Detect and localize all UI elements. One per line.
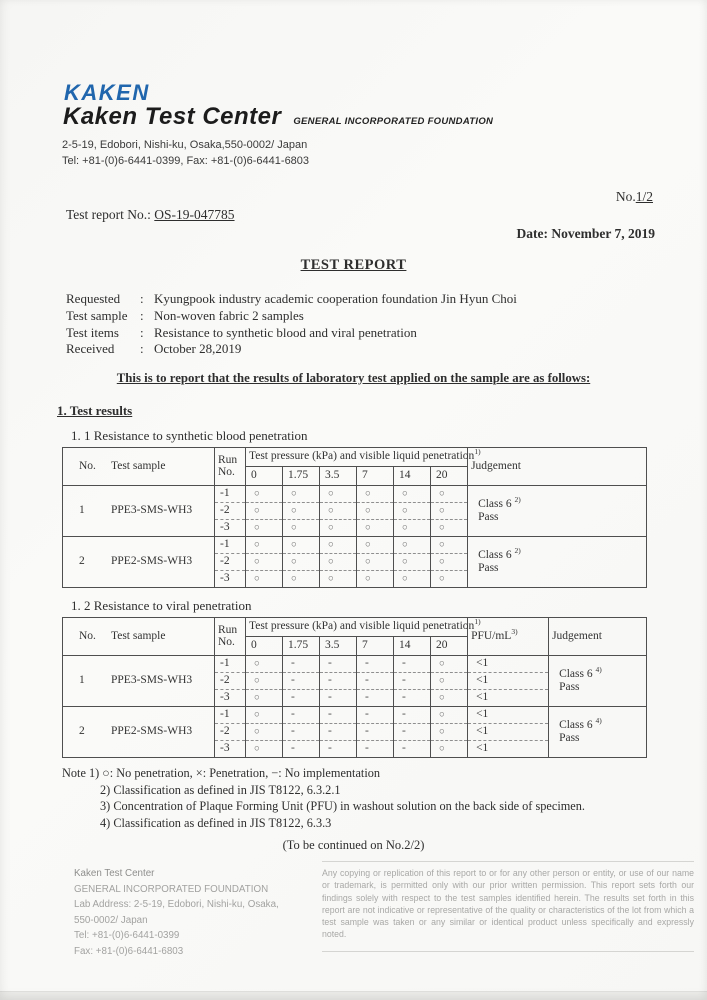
- header-pressure-text: Test pressure (kPa) and visible liquid penetration: [249, 450, 475, 463]
- info-value: Non-woven fabric 2 samples: [154, 307, 304, 323]
- org-name: Kaken Test Center: [63, 103, 282, 130]
- header-sample: Test sample: [111, 459, 166, 472]
- result-cell: ○: [431, 571, 468, 588]
- result-cell: ○: [394, 554, 431, 571]
- result-cell: ○: [246, 554, 283, 571]
- info-colon: :: [140, 324, 144, 340]
- pfu-cell: <1: [468, 690, 549, 707]
- result-cell: ○: [394, 571, 431, 588]
- sample-group: [63, 707, 647, 758]
- header-no: No.: [79, 459, 96, 472]
- header-pressure-value: 14: [394, 467, 431, 486]
- footer-tel: Tel: +81-(0)6-6441-0399: [74, 930, 180, 941]
- viral-penetration-table-wrap: [62, 617, 647, 758]
- result-cell: -: [283, 741, 320, 758]
- result-cell: -: [394, 741, 431, 758]
- header-pressure-value: 7: [357, 467, 394, 486]
- result-cell: ○: [357, 486, 394, 503]
- sample-no: 2: [79, 555, 85, 568]
- info-value: Resistance to synthetic blood and viral penetration: [154, 324, 417, 340]
- judgement-class: Class 6: [559, 718, 596, 731]
- org-phone-fax: Tel: +81-(0)6-6441-0399, Fax: +81-(0)6-6441-6803: [62, 155, 310, 167]
- result-cell: -: [394, 690, 431, 707]
- run-no-cell: -2: [215, 554, 246, 571]
- pfu-cell: <1: [468, 656, 549, 673]
- report-statement: This is to report that the results of laboratory test applied on the sample are as follows:: [116, 371, 591, 385]
- table-head: [63, 448, 647, 486]
- header-pressure-value: 0: [246, 467, 283, 486]
- run-no-cell: -2: [215, 724, 246, 741]
- run-no-cell: -1: [215, 707, 246, 724]
- pfu-cell: <1: [468, 673, 549, 690]
- info-row-test-sample: [66, 308, 517, 325]
- judgement-class: Class 6: [559, 667, 596, 680]
- request-info: [66, 291, 517, 358]
- header-no-sample: [63, 618, 215, 656]
- header-pressure-value: 0: [246, 637, 283, 656]
- info-colon: :: [140, 291, 144, 306]
- info-value: Kyungpook industry academic cooperation foundation Jin Hyun Choi: [154, 291, 517, 306]
- judgement-cell: [549, 656, 647, 707]
- table1-caption: 1. 1 Resistance to synthetic blood penetration: [71, 428, 308, 443]
- header-pressure: [246, 617, 481, 637]
- run-row: [63, 707, 647, 724]
- info-row-requested: [66, 291, 517, 308]
- result-cell: ○: [394, 486, 431, 503]
- result-cell: ○: [246, 571, 283, 588]
- result-cell: ○: [431, 707, 468, 724]
- result-cell: -: [394, 707, 431, 724]
- result-cell: ○: [246, 520, 283, 537]
- result-cell: ○: [431, 486, 468, 503]
- footer-org-name: Kaken Test Center: [74, 868, 155, 879]
- header-pfu-footnote-ref: 3): [511, 627, 518, 637]
- run-no-cell: -2: [215, 503, 246, 520]
- sample-no: 1: [79, 674, 85, 687]
- run-no-cell: -1: [215, 656, 246, 673]
- info-label: Test items: [66, 324, 119, 340]
- result-cell: ○: [320, 486, 357, 503]
- result-cell: -: [394, 724, 431, 741]
- header-row: [63, 618, 647, 637]
- result-cell: ○: [357, 537, 394, 554]
- footer-fax: Fax: +81-(0)6-6441-6803: [74, 945, 184, 957]
- report-date: Date: November 7, 2019: [516, 226, 655, 241]
- document-title: TEST REPORT: [300, 257, 407, 273]
- judgement-class-line: [478, 545, 643, 562]
- report-number-label: Test report No.:: [66, 207, 155, 222]
- judgement-class: Class 6: [478, 497, 515, 510]
- result-cell: -: [394, 673, 431, 690]
- judgement-footnote-ref: 2): [514, 545, 521, 555]
- header-pressure-footnote-ref: 1): [474, 447, 481, 457]
- result-cell: ○: [431, 554, 468, 571]
- run-no-cell: -3: [215, 571, 246, 588]
- header-run-no: [215, 448, 246, 486]
- judgement-cell: [549, 707, 647, 758]
- result-cell: ○: [431, 520, 468, 537]
- result-cell: -: [357, 707, 394, 724]
- header-pressure-value: 1.75: [283, 467, 320, 486]
- results-heading: 1. Test results: [57, 403, 133, 418]
- header-no-sample: [63, 448, 215, 486]
- header-pressure-footnote-ref: 1): [474, 617, 481, 627]
- report-number-value: OS-19-047785: [154, 207, 235, 222]
- page-number-label: No.: [615, 189, 636, 204]
- result-cell: ○: [431, 503, 468, 520]
- result-cell: ○: [394, 520, 431, 537]
- page-number-value: 1/2: [635, 189, 653, 204]
- info-row-test-items: [66, 325, 517, 342]
- sample-cell: [63, 486, 215, 537]
- sample-group: [63, 656, 647, 707]
- result-cell: ○: [283, 554, 320, 571]
- page-number: [616, 189, 653, 205]
- result-cell: ○: [394, 503, 431, 520]
- judgement-result: Pass: [478, 511, 499, 523]
- note-line: 3) Concentration of Plaque Forming Unit (PFU) in washout solution on the back side of specimen.: [100, 799, 585, 813]
- result-cell: ○: [431, 537, 468, 554]
- result-cell: ○: [246, 656, 283, 673]
- sample-cell: [63, 537, 215, 588]
- header-run-line2: No.: [218, 465, 235, 478]
- footer-lab-address2: 550-0002/ Japan: [74, 914, 148, 926]
- header-run-line1: Run: [218, 454, 238, 466]
- result-cell: ○: [283, 537, 320, 554]
- judgement-result: Pass: [559, 681, 580, 693]
- result-cell: ○: [394, 537, 431, 554]
- header-pressure-value: 1.75: [283, 637, 320, 656]
- viral-penetration-table: [62, 617, 647, 758]
- sample-name: PPE2-SMS-WH3: [111, 555, 193, 568]
- footer-org-type: GENERAL INCORPORATED FOUNDATION: [74, 883, 269, 895]
- result-cell: ○: [431, 724, 468, 741]
- sample-cell: [63, 707, 215, 758]
- footer-lab-info: [74, 866, 279, 959]
- judgement-class: Class 6: [478, 548, 515, 561]
- info-label: Received: [66, 341, 115, 357]
- result-cell: ○: [431, 656, 468, 673]
- result-cell: -: [283, 656, 320, 673]
- sample-no: 1: [79, 504, 85, 517]
- result-cell: ○: [320, 537, 357, 554]
- run-no-cell: -3: [215, 520, 246, 537]
- result-cell: ○: [357, 571, 394, 588]
- run-no-cell: -3: [215, 690, 246, 707]
- table-head: [63, 618, 647, 656]
- result-cell: ○: [431, 741, 468, 758]
- result-cell: ○: [246, 690, 283, 707]
- header-no: No.: [79, 629, 96, 642]
- result-cell: -: [320, 690, 357, 707]
- header-judgement: Judgement: [468, 448, 647, 486]
- result-cell: -: [283, 690, 320, 707]
- judgement-class-line: [478, 494, 643, 511]
- result-cell: -: [283, 707, 320, 724]
- result-cell: ○: [283, 486, 320, 503]
- judgement-cell: [468, 486, 647, 537]
- result-cell: ○: [320, 520, 357, 537]
- info-value: October 28,2019: [154, 341, 242, 357]
- result-cell: -: [357, 656, 394, 673]
- blood-penetration-table: [62, 447, 647, 588]
- judgement-footnote-ref: 2): [514, 494, 521, 504]
- note-line: 2) Classification as defined in JIS T8122, 6.3.2.1: [100, 782, 341, 797]
- judgement-class-line: [559, 664, 643, 681]
- org-address: 2-5-19, Edobori, Nishi-ku, Osaka,550-0002/ Japan: [62, 139, 308, 151]
- result-cell: ○: [357, 520, 394, 537]
- result-cell: ○: [357, 554, 394, 571]
- run-row: [63, 656, 647, 673]
- judgement-class-line: [559, 715, 643, 732]
- result-cell: -: [357, 690, 394, 707]
- result-cell: -: [283, 724, 320, 741]
- org-type: GENERAL INCORPORATED FOUNDATION: [293, 116, 494, 127]
- footnotes: [62, 765, 585, 831]
- info-row-received: [66, 341, 517, 358]
- result-cell: ○: [431, 673, 468, 690]
- kaken-logo: KAKEN: [64, 80, 150, 105]
- sample-name: PPE2-SMS-WH3: [111, 725, 193, 738]
- pfu-cell: <1: [468, 707, 549, 724]
- continued-note: (To be continued on No.2/2): [282, 838, 425, 852]
- result-cell: ○: [246, 741, 283, 758]
- sample-group: [63, 537, 647, 588]
- result-cell: ○: [320, 571, 357, 588]
- info-colon: :: [140, 341, 144, 357]
- run-no-cell: -2: [215, 673, 246, 690]
- header-pressure-value: 3.5: [320, 637, 357, 656]
- pfu-cell: <1: [468, 724, 549, 741]
- result-cell: ○: [320, 554, 357, 571]
- header-run-no: [215, 618, 246, 656]
- header-pfu-text: PFU/mL: [471, 629, 512, 642]
- result-cell: ○: [246, 673, 283, 690]
- header-row: [63, 448, 647, 467]
- table2-caption: 1. 2 Resistance to viral penetration: [71, 598, 252, 613]
- result-cell: ○: [246, 537, 283, 554]
- result-cell: ○: [283, 520, 320, 537]
- header-pressure-value: 3.5: [320, 467, 357, 486]
- result-cell: ○: [320, 503, 357, 520]
- judgement-result: Pass: [478, 562, 499, 574]
- judgement-cell: [468, 537, 647, 588]
- run-no-cell: -3: [215, 741, 246, 758]
- result-cell: -: [283, 673, 320, 690]
- result-cell: ○: [246, 724, 283, 741]
- result-cell: -: [357, 724, 394, 741]
- info-label: Requested: [66, 291, 121, 306]
- result-cell: -: [357, 673, 394, 690]
- header-pressure-value: 14: [394, 637, 431, 656]
- result-cell: -: [320, 673, 357, 690]
- result-cell: -: [320, 707, 357, 724]
- sample-cell: [63, 656, 215, 707]
- judgement-result: Pass: [559, 732, 580, 744]
- header-pressure-value: 20: [431, 637, 468, 656]
- result-cell: ○: [246, 707, 283, 724]
- blood-penetration-table-wrap: [62, 447, 647, 588]
- letterhead: [63, 103, 493, 131]
- result-cell: ○: [431, 690, 468, 707]
- info-colon: :: [140, 307, 144, 323]
- result-cell: ○: [357, 503, 394, 520]
- result-cell: ○: [246, 503, 283, 520]
- run-no-cell: -1: [215, 486, 246, 503]
- result-cell: ○: [283, 503, 320, 520]
- header-pressure: [246, 447, 481, 467]
- result-cell: -: [357, 741, 394, 758]
- header-pressure-text: Test pressure (kPa) and visible liquid penetration: [249, 620, 475, 633]
- result-cell: ○: [283, 571, 320, 588]
- judgement-footnote-ref: 4): [595, 715, 602, 725]
- run-no-cell: -1: [215, 537, 246, 554]
- sample-name: PPE3-SMS-WH3: [111, 674, 193, 687]
- footer-disclaimer: Any copying or replication of this report to or for any other person or entity, or use of our name or trademark, is permitted only with our prior written permission. This report sets forth our findings solely with respect to the test samples identified herein. The results set forth in this report are not indicative or representative of the quality or characteristics of the lot from which a test sample was taken or any similar or identical product unless specifically and expressly noted.: [322, 861, 694, 952]
- run-row: [63, 486, 647, 503]
- footer-lab-address: Lab Address: 2-5-19, Edobori, Nishi-ku, Osaka,: [74, 899, 279, 910]
- header-judgement: Judgement: [549, 618, 647, 656]
- result-cell: -: [320, 724, 357, 741]
- judgement-footnote-ref: 4): [595, 664, 602, 674]
- sample-group: [63, 486, 647, 537]
- result-cell: -: [320, 656, 357, 673]
- info-label: Test sample: [66, 307, 128, 323]
- note-line: Note 1) ○: No penetration, ×: Penetration, −: No implementation: [62, 766, 381, 780]
- result-cell: ○: [246, 486, 283, 503]
- report-number: [66, 207, 235, 223]
- header-sample: Test sample: [111, 629, 166, 642]
- header-run-line1: Run: [218, 624, 238, 636]
- scan-bottom-edge: [0, 991, 707, 1000]
- header-pressure-value: 20: [431, 467, 468, 486]
- note-line: 4) Classification as defined in JIS T8122, 6.3.3: [100, 815, 332, 830]
- run-row: [63, 537, 647, 554]
- sample-no: 2: [79, 725, 85, 738]
- pfu-cell: <1: [468, 741, 549, 758]
- sample-name: PPE3-SMS-WH3: [111, 504, 193, 517]
- result-cell: -: [320, 741, 357, 758]
- result-cell: -: [394, 656, 431, 673]
- header-run-line2: No.: [218, 635, 235, 648]
- header-pressure-value: 7: [357, 637, 394, 656]
